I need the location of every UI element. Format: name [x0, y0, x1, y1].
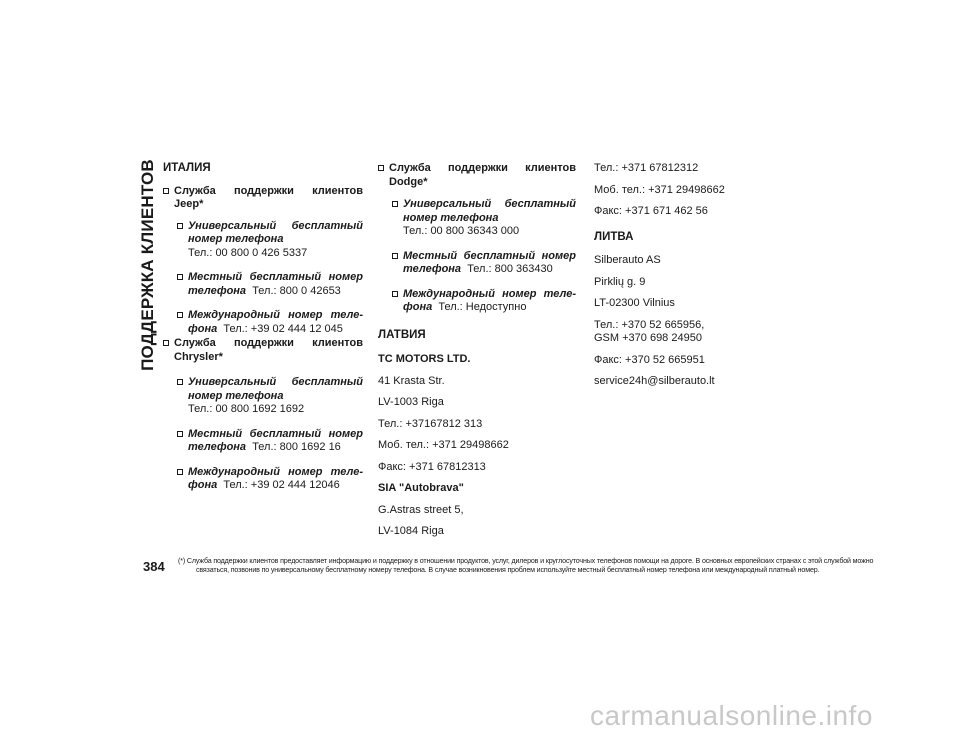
checkbox-square-icon — [163, 188, 169, 194]
heading-italy: ИТАЛИЯ — [163, 162, 211, 174]
column-italy — [163, 162, 363, 504]
chrysler-local-number: Местный бесплатный номер телефона Тел.: 800 1692 16 — [177, 428, 363, 455]
column-lithuania — [594, 162, 794, 397]
fax2: Факс: +370 52 665951 — [594, 353, 705, 366]
heading-lithuania: ЛИТВА — [594, 230, 634, 243]
jeep-free-number: Универсальный бесплатный номер телефона Тел.: 00 800 0 426 5337 — [177, 220, 363, 261]
checkbox-square-icon — [163, 340, 169, 346]
dodge-service: Служба поддержки клиентов Dodge* — [378, 162, 576, 189]
dealer2-name: SIA "Autobrava" — [378, 482, 464, 494]
dealer1-phone: Тел.: +37167812 313 — [378, 417, 483, 430]
phone: Тел.: +371 67812312 — [594, 162, 699, 174]
checkbox-square-icon — [177, 312, 183, 318]
dodge-free-number: Универсальный бесплатный номер телефона Тел.: 00 800 36343 000 — [392, 198, 576, 239]
address: Pirklių g. 9 — [594, 275, 646, 288]
dealer2-city: LV-1084 Riga — [378, 525, 444, 537]
section-side-title — [137, 159, 159, 371]
dealer-name: Silberauto AS — [594, 254, 661, 266]
checkbox-square-icon — [177, 431, 183, 437]
dealer2-address: G.Astras street 5, — [378, 503, 464, 516]
dealer1-city: LV-1003 Riga — [378, 396, 444, 408]
column-dodge-latvia — [378, 162, 576, 547]
checkbox-square-icon — [392, 253, 398, 259]
watermark: carmanualsonline.info — [590, 700, 873, 731]
checkbox-square-icon — [378, 165, 384, 171]
jeep-local-number: Местный бесплатный номер телефона Тел.: 800 0 42653 — [177, 271, 363, 298]
fax: Факс: +371 671 462 56 — [594, 205, 708, 217]
footnote-line-2: связаться, позвонив по универсальному бесплатному номеру телефона. В случае возникновения проблем используйте местный бесплатный номер телефона или международный платный номер. — [196, 566, 820, 574]
phone2: Тел.: +370 52 665956, GSM +370 698 24950 — [594, 318, 705, 344]
dealer1-fax: Факс: +371 67812313 — [378, 460, 486, 473]
checkbox-square-icon — [177, 379, 183, 385]
checkbox-square-icon — [177, 469, 183, 475]
chrysler-free-number: Универсальный бесплатный номер телефона Тел.: 00 800 1692 1692 — [177, 376, 363, 417]
dodge-local-number: Местный бесплатный номер телефона Тел.: 800 363430 — [392, 250, 576, 277]
dodge-intl-number: Международный номер теле-фона Тел.: Недоступно — [392, 288, 576, 315]
jeep-service: Служба поддержки клиентов Jeep* — [163, 185, 363, 212]
side-title-text: ПОДДЕРЖКА КЛИЕНТОВ — [138, 159, 157, 371]
footnote — [178, 557, 874, 575]
footnote-line-1: (*) Служба поддержки клиентов предоставляет информацию и поддержку в отношении продуктов, услуг, дилеров и круглосуточных телефонов помощи на дороге. В основных европейских странах с этой службой можно — [178, 557, 874, 565]
checkbox-square-icon — [177, 223, 183, 229]
dealer1-name: TC MOTORS LTD. — [378, 353, 471, 365]
checkbox-square-icon — [392, 201, 398, 207]
dealer1-mobile: Моб. тел.: +371 29498662 — [378, 439, 509, 451]
city: LT-02300 Vilnius — [594, 297, 675, 309]
heading-latvia: ЛАТВИЯ — [378, 328, 426, 341]
jeep-intl-number: Международный номер теле-фона Тел.: +39 02 444 12 045 — [177, 309, 363, 336]
checkbox-square-icon — [392, 291, 398, 297]
checkbox-square-icon — [177, 274, 183, 280]
mobile: Моб. тел.: +371 29498662 — [594, 183, 725, 196]
email: service24h@silberauto.lt — [594, 375, 715, 387]
chrysler-intl-number: Международный номер теле-фона Тел.: +39 02 444 12046 — [177, 466, 363, 493]
chrysler-service: Служба поддержки клиентов Chrysler* — [163, 337, 363, 364]
dealer1-address: 41 Krasta Str. — [378, 374, 445, 387]
page-number: 384 — [143, 559, 165, 574]
